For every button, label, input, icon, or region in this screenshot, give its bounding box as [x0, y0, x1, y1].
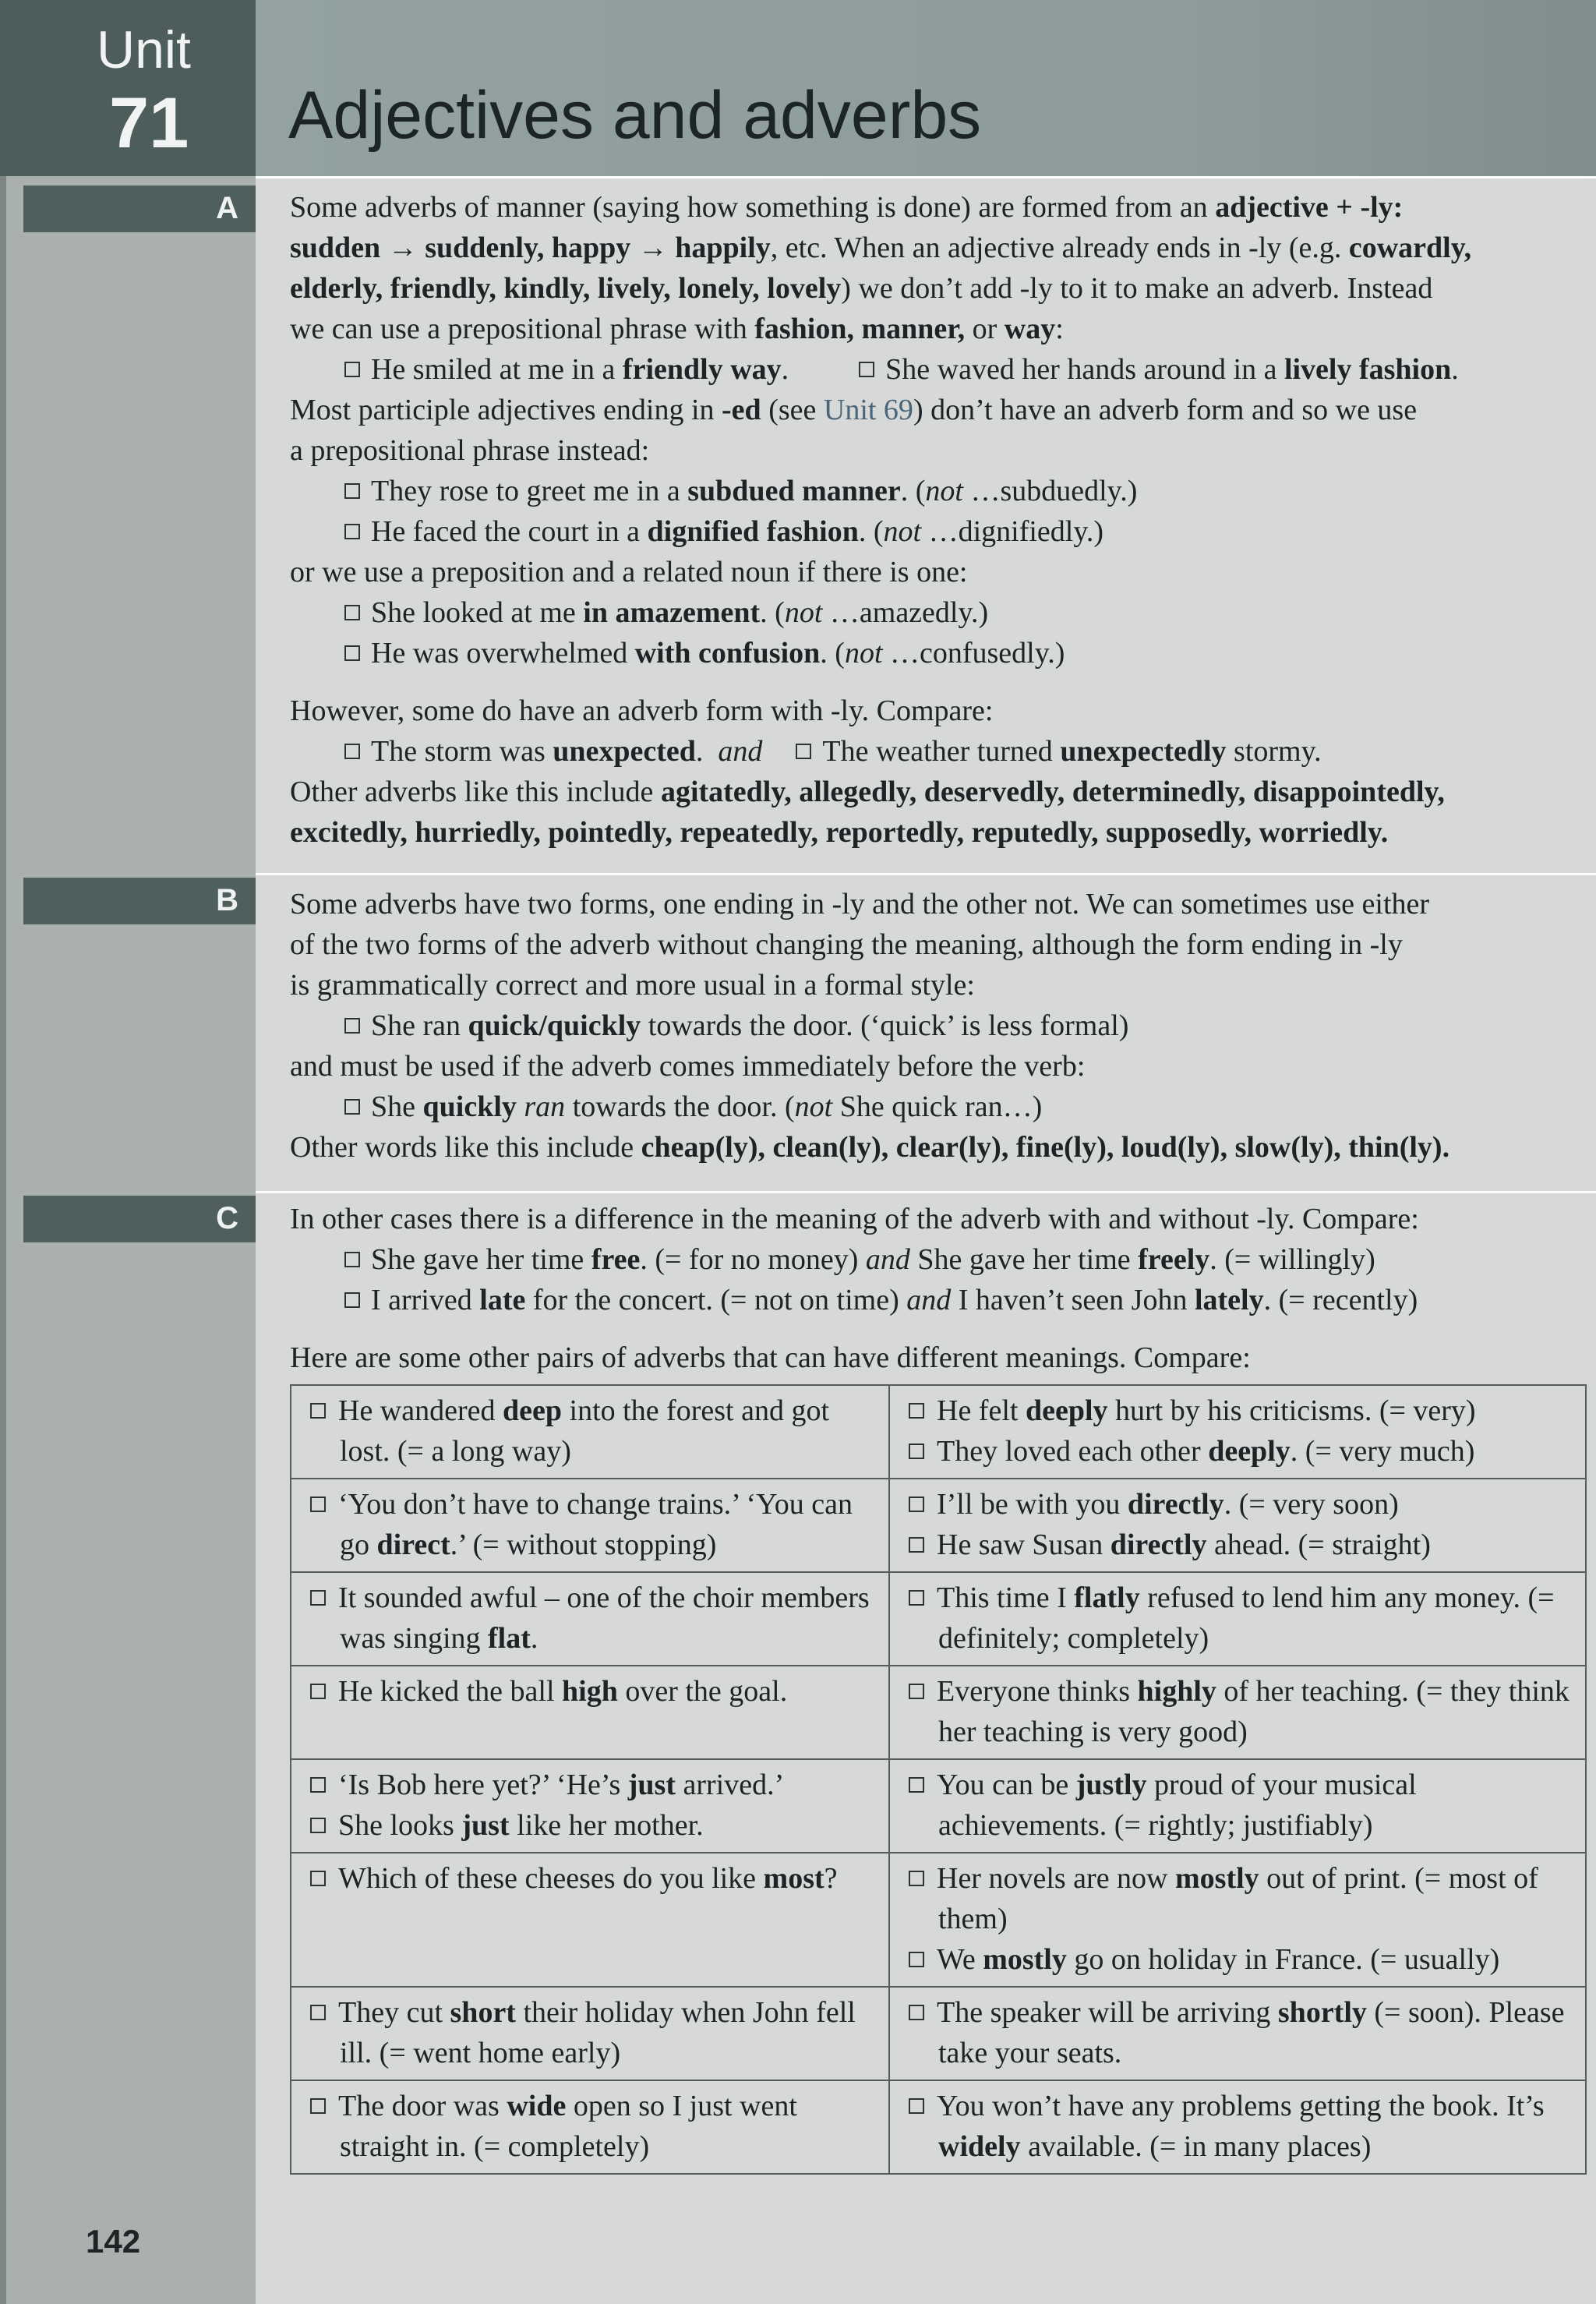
checkbox-icon: [310, 1590, 326, 1606]
section-letter: A: [216, 191, 238, 225]
section-a-rule: [256, 176, 1596, 178]
example-line: He smiled at me in a friendly way. She waved her hands around in a lively fashion.: [290, 349, 1584, 390]
checkbox-icon: [909, 1952, 924, 1967]
list-item: She looks just like her mother.: [310, 1805, 877, 1846]
example-line: He faced the court in a dignified fashion. (not …dignifiedly.): [290, 511, 1584, 552]
text-line: we can use a prepositional phrase with fashion, manner, or way:: [290, 313, 1064, 345]
table-cell-left: [291, 1572, 889, 1666]
list-item: I’ll be with you directly. (= very soon): [909, 1484, 1574, 1525]
table-cell-right: [889, 1479, 1586, 1572]
section-c-rule: [256, 1191, 1596, 1193]
text-line: Here are some other pairs of adverbs that can have different meanings. Compare:: [290, 1341, 1251, 1374]
list-item: The door was wide open so I just went straight in. (= completely): [310, 2086, 877, 2167]
list-item: You won’t have any problems getting the book. It’s widely available. (= in many places): [909, 2086, 1574, 2167]
sidebar: [0, 0, 256, 2304]
list-item: We mostly go on holiday in France. (= usually): [909, 1939, 1574, 1980]
text-line: Most participle adjectives ending in -ed (see Unit 69) don’t have an adverb form and so we use: [290, 394, 1418, 426]
checkbox-icon: [344, 1018, 360, 1034]
table-row: [291, 1385, 1586, 1479]
checkbox-icon: [909, 1537, 924, 1553]
checkbox-icon: [909, 1403, 924, 1419]
page-spine: [0, 176, 6, 2304]
checkbox-icon: [344, 1292, 360, 1308]
section-b-content: [290, 884, 1584, 1168]
text-line: elderly, friendly, kindly, lively, lonely, lovely) we don’t add -ly to it to make an adverb. Instead: [290, 272, 1433, 305]
example-line: She looked at me in amazement. (not …amazedly.): [290, 592, 1584, 633]
table-cell-left: [291, 1385, 889, 1479]
checkbox-icon: [909, 1497, 924, 1512]
text-line: Some adverbs have two forms, one ending in -ly and the other not. We can sometimes use either: [290, 888, 1430, 921]
checkbox-icon: [344, 1099, 360, 1115]
table-cell-left: [291, 1853, 889, 1987]
text-line: a prepositional phrase instead:: [290, 434, 650, 467]
unit-reference-link[interactable]: Unit 69: [823, 394, 913, 426]
table-row: [291, 1479, 1586, 1572]
checkbox-icon: [310, 1684, 326, 1699]
page-title: Adjectives and adverbs: [288, 78, 982, 153]
example-line: She ran quick/quickly towards the door. (‘quick’ is less formal): [290, 1005, 1584, 1046]
checkbox-icon: [344, 645, 360, 661]
table-cell-right: [889, 1759, 1586, 1853]
checkbox-icon: [909, 1590, 924, 1606]
list-item: You can be justly proud of your musical achievements. (= rightly; justifiably): [909, 1765, 1574, 1846]
list-item: He felt deeply hurt by his criticisms. (= very): [909, 1391, 1574, 1431]
checkbox-icon: [909, 2005, 924, 2020]
checkbox-icon: [310, 1403, 326, 1419]
checkbox-icon: [909, 1444, 924, 1459]
table-cell-right: [889, 1853, 1586, 1987]
checkbox-icon: [909, 1777, 924, 1793]
list-item: Everyone thinks highly of her teaching. (= they think her teaching is very good): [909, 1671, 1574, 1752]
list-item: ‘Is Bob here yet?’ ‘He’s just arrived.’: [310, 1765, 877, 1805]
section-a-marker: [23, 186, 256, 232]
text-line: or we use a preposition and a related noun if there is one:: [290, 556, 968, 588]
list-item: He kicked the ball high over the goal.: [310, 1671, 877, 1712]
table-row: [291, 1666, 1586, 1759]
table-cell-right: [889, 2080, 1586, 2174]
page-number: 142: [86, 2223, 141, 2260]
text-line: of the two forms of the adverb without changing the meaning, although the form ending in -ly: [290, 928, 1403, 961]
table-row: [291, 1853, 1586, 1987]
example-line: I arrived late for the concert. (= not on time) and I haven’t seen John lately. (= recently): [290, 1280, 1584, 1320]
table-cell-left: [291, 1987, 889, 2080]
checkbox-icon: [310, 1777, 326, 1793]
text-line: excitedly, hurriedly, pointedly, repeatedly, reportedly, reputedly, supposedly, worriedly.: [290, 816, 1389, 849]
text-line: However, some do have an adverb form with -ly. Compare:: [290, 694, 994, 727]
list-item: Which of these cheeses do you like most?: [310, 1858, 877, 1899]
list-item: They cut short their holiday when John fell ill. (= went home early): [310, 1992, 877, 2073]
checkbox-icon: [909, 2098, 924, 2114]
section-letter: B: [216, 883, 238, 917]
text-line: Some adverbs of manner (saying how something is done) are formed from an adjective + -ly:: [290, 191, 1404, 224]
text-line: In other cases there is a difference in the meaning of the adverb with and without -ly. Compare:: [290, 1203, 1419, 1235]
checkbox-icon: [310, 1497, 326, 1512]
example-line: She quickly ran towards the door. (not She quick ran…): [290, 1087, 1584, 1127]
text-line: and must be used if the adverb comes immediately before the verb:: [290, 1050, 1086, 1083]
table-cell-left: [291, 1666, 889, 1759]
section-b-rule: [256, 873, 1596, 875]
checkbox-icon: [344, 362, 360, 377]
checkbox-icon: [909, 1871, 924, 1886]
list-item: It sounded awful – one of the choir members was singing flat.: [310, 1578, 877, 1659]
table-cell-right: [889, 1666, 1586, 1759]
list-item: ‘You don’t have to change trains.’ ‘You can go direct.’ (= without stopping): [310, 1484, 877, 1565]
checkbox-icon: [344, 524, 360, 539]
list-item: He saw Susan directly ahead. (= straight): [909, 1525, 1574, 1565]
example-line: The storm was unexpected. and The weather turned unexpectedly stormy.: [290, 731, 1584, 772]
unit-box: [0, 0, 256, 176]
list-item: They loved each other deeply. (= very much): [909, 1431, 1574, 1472]
section-letter: C: [216, 1201, 238, 1235]
list-item: He wandered deep into the forest and got lost. (= a long way): [310, 1391, 877, 1472]
checkbox-icon: [310, 2098, 326, 2114]
table-row: [291, 2080, 1586, 2174]
table-cell-left: [291, 2080, 889, 2174]
checkbox-icon: [344, 1252, 360, 1267]
unit-number: 71: [109, 83, 189, 163]
checkbox-icon: [796, 744, 811, 759]
text-line: Other words like this include cheap(ly), clean(ly), clear(ly), fine(ly), loud(ly), slow(ly), thin(ly).: [290, 1131, 1450, 1164]
adverb-pairs-table: [290, 1384, 1587, 2175]
table-cell-left: [291, 1479, 889, 1572]
checkbox-icon: [310, 1871, 326, 1886]
checkbox-icon: [859, 362, 874, 377]
checkbox-icon: [344, 744, 360, 759]
section-c-content: [290, 1199, 1584, 1378]
checkbox-icon: [344, 483, 360, 499]
checkbox-icon: [909, 1684, 924, 1699]
example-line: She gave her time free. (= for no money) and She gave her time freely. (= willingly): [290, 1239, 1584, 1280]
table-cell-right: [889, 1987, 1586, 2080]
example-line: He was overwhelmed with confusion. (not …confusedly.): [290, 633, 1584, 673]
checkbox-icon: [310, 2005, 326, 2020]
table-cell-right: [889, 1572, 1586, 1666]
text-line: is grammatically correct and more usual in a formal style:: [290, 969, 975, 1002]
text-line: Other adverbs like this include agitatedly, allegedly, deservedly, determinedly, disappointedly,: [290, 776, 1445, 808]
table-cell-left: [291, 1759, 889, 1853]
section-a-content: [290, 187, 1584, 853]
section-c-marker: [23, 1196, 256, 1242]
section-b-marker: [23, 878, 256, 924]
table-row: [291, 1987, 1586, 2080]
table-cell-right: [889, 1385, 1586, 1479]
checkbox-icon: [310, 1818, 326, 1833]
list-item: The speaker will be arriving shortly (= soon). Please take your seats.: [909, 1992, 1574, 2073]
list-item: Her novels are now mostly out of print. (= most of them): [909, 1858, 1574, 1939]
example-line: They rose to greet me in a subdued manner. (not …subduedly.): [290, 471, 1584, 511]
table-row: [291, 1572, 1586, 1666]
list-item: This time I flatly refused to lend him any money. (= definitely; completely): [909, 1578, 1574, 1659]
unit-label: Unit: [97, 20, 191, 80]
checkbox-icon: [344, 605, 360, 620]
table-row: [291, 1759, 1586, 1853]
text-line: sudden → suddenly, happy → happily, etc. When an adjective already ends in -ly (e.g. cowardly,: [290, 231, 1472, 264]
